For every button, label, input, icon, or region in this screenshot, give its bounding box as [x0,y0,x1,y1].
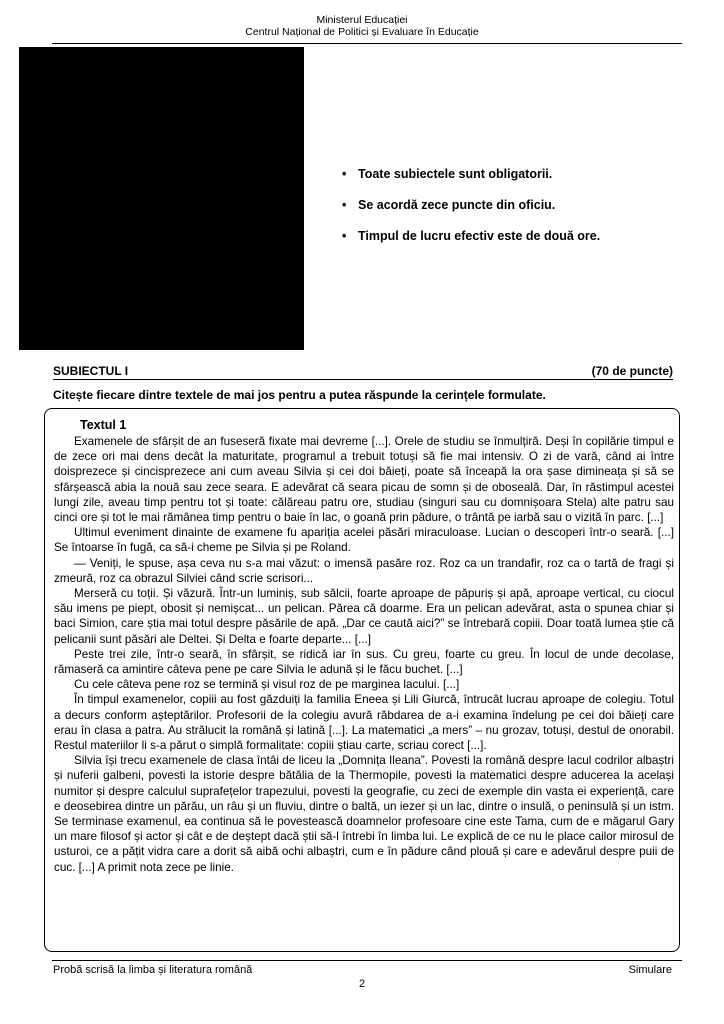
text-paragraph: Examenele de sfârșit de an fuseseră fixate mai devreme [...]. Orele de studiu se înmulțiră. Deși în copilărie timpul e de zece ori mai dens decât la maturitate, programul a trebuit totuși să fie mai intensiv. O zi de vară, când ai între doisprezece și cincisprezece ani cum aveau Silvia și cei doi băieți, poate să înceapă la ora șase dimineața și să se sfârșească abia la nouă sau zece seara. E adevărat că seara picau de somn și de oboseală. Dar, în răstimpul acestei lungi zile, aveau timp pentru tot și toate: călăreau patru ore, studiau (singuri sau cu domnișoara Stela) alte patru sau cinci ore și tot le mai rămânea timp pentru o baie în lac, o goană prin pădure, o trântă pe iarbă sau o vizită în parc. [...] [54,435,674,525]
bullet-icon: • [342,229,347,243]
rule-text: Toate subiectele sunt obligatorii. [358,167,553,181]
footer-exam-name: Probă scrisă la limba și literatura română [53,964,253,976]
page-header [0,14,724,38]
rule-item [340,228,600,244]
text-paragraph: Peste trei zile, într-o seară, în sfârșit, se ridică iar în sus. Cu greu, foarte cu greu. În locul de unde decolase, rămaseră ca amintire câteva pene pe care Silvia le adună și le făcu buchet. [...] [54,647,674,677]
subject-title: SUBIECTUL I [53,364,129,378]
exam-rules-list [340,166,600,259]
text-paragraph: — Veniți, le spuse, așa ceva nu s-a mai văzut: o imensă pasăre roz. Roz ca un trandafir, roz ca o tartă de fragi și zmeură, roz ca obrazul Silviei când scrie scrisori... [54,556,674,585]
rule-text: Se acordă zece puncte din oficiu. [358,198,556,212]
header-ministry: Ministerul Educației [316,14,408,26]
rule-item [340,197,600,213]
rule-text: Timpul de lucru efectiv este de două ore. [358,229,601,243]
text-paragraph: Ultimul eveniment dinainte de examene fu apariția acelei păsări miraculoase. Lucian o descoperi într-o seară. [...] Se întoarse în fugă, ca să-i cheme pe Silvia și pe Roland. [54,526,674,555]
subject-heading [53,364,673,380]
header-center: Centrul Național de Politici și Evaluare în Educație [245,26,479,38]
subject-points: (70 de puncte) [591,364,673,378]
footer-divider [52,960,682,961]
text-paragraph: Cu cele câteva pene roz se termină și visul roz de pe marginea lacului. [...] [74,678,460,692]
rule-item [340,166,600,182]
text-paragraph: Merseră cu toții. Și văzură. Într-un luminiș, sub sălcii, foarte aproape de păpuriș și apă, aproape vertical, cu ciocul său imens pe piept, obosit și nemișcat... un pelican. Părea că doarme. Era un pelican adevărat, asta o spunea chiar și baci Simion, care știa mai totul despre păsările de apă. „Dar ce caută aici?” se întrebară copiii. Doar toată lumea știe că pelicanii sunt păsări ale Deltei. Și Delta e foarte departe... [...] [54,587,674,646]
instruction-text: Citește fiecare dintre textele de mai jos pentru a putea răspunde la cerințele formulate. [53,388,546,402]
bullet-icon: • [342,198,347,212]
text-paragraph: În timpul examenelor, copiii au fost găzduiți la familia Eneea și Lili Giurcă, întrucât lucrau aproape de colegiu. Totul a decurs conform așteptărilor. Profesorii de la colegiu avură răbdarea de a-i examina îndelung pe cei doi băieți care erau în clasa a patra. Au strălucit la română și latină [...]. La matematici „a mers” – nu grozav, totuși, destul de onorabil. Restul materiilor li s-a părut o simplă formalitate: copiii știau carte, scriau corect [...]. [54,693,674,753]
text-title: Textul 1 [80,418,127,432]
page-number: 2 [358,978,366,990]
redacted-block [19,47,304,350]
text-body [54,434,674,875]
bullet-icon: • [342,167,347,181]
header-divider [52,43,682,44]
text-paragraph: Silvia își trecu examenele de clasa întâi de liceu la „Domnița Ileana”. Povesti la română despre lacul codrilor albaștri și nuferii galbeni, povesti la istorie despre bătălia de la Thermopile, povesti la matematici despre aducerea la același numitor și despre calculul suprafețelor trapezului, povesti la geografie, cu zeci de exemple din vasta ei experiență, care e deosebirea dintre un părău, un râu și un fluviu, dintre o baltă, un iezer și un lac, dintre o insulă, o peninsulă și un istm. Se terminase examenul, ea continua să le povestească doamnelor profesoare cine este Tama, cum de e măgarul Gary un mare filosof și actor și cât e de deștept dacă știi să-l întrebi în limba lui. Le explică de ce nu le place cailor mirosul de usturoi, ce a pățit vidra care a dorit să aibă ochi albaștri, cum e în pădure când plouă și care e adevărul despre puii de cuc. [...] A primit nota zece pe linie. [54,754,674,874]
footer-session: Simulare [628,964,672,976]
